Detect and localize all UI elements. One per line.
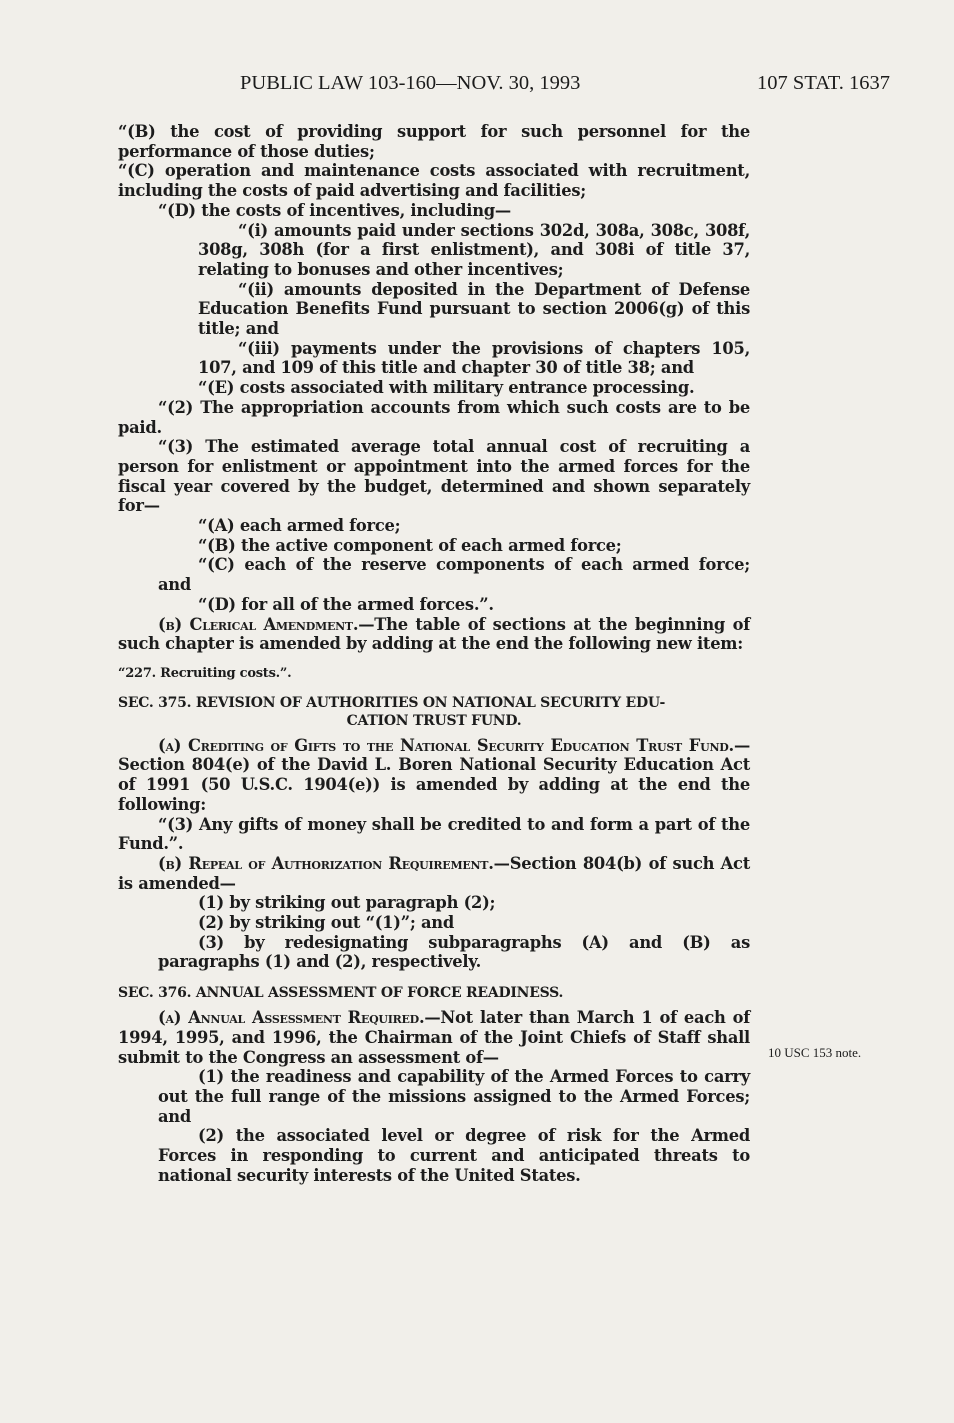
paragraph: (3) by redesignating subparagraphs (A) and (B) as paragraphs (1) and (2), respectively. <box>158 932 750 972</box>
paragraph: “(3) Any gifts of money shall be credited to and form a part of the Fund.”. <box>118 814 750 854</box>
subsection-heading: (a) Crediting of Gifts to the National Security Education Trust Fund. <box>158 735 734 755</box>
paragraph: “(i) amounts paid under sections 302d, 308a, 308c, 308f, 308g, 308h (for a first enlistment), and 308i of title 37, relating to bonuses and other incentives; <box>198 220 750 279</box>
paragraph-text: —The table of sections at the beginning of such chapter is amended by adding at the end the following new item: <box>118 614 750 654</box>
subsection-heading: (b) Clerical Amendment. <box>158 614 359 634</box>
header-law-citation: PUBLIC LAW 103-160—NOV. 30, 1993 <box>240 72 581 94</box>
subsection-heading: (b) Repeal of Authorization Requirement. <box>158 853 494 873</box>
paragraph: “(C) operation and maintenance costs associated with recruitment, including the costs of paid advertising and facilities; <box>118 161 750 201</box>
paragraph: “(D) the costs of incentives, including— <box>158 200 511 220</box>
paragraph <box>118 854 750 893</box>
paragraph: (2) the associated level or degree of risk for the Armed Forces in responding to current and anticipated threats to national security interests of the United States. <box>158 1126 750 1185</box>
section-heading-line: CATION TRUST FUND. <box>346 712 522 729</box>
subsection-heading: (a) Annual Assessment Required. <box>158 1008 425 1028</box>
paragraph: “(C) each of the reserve components of each armed force; and <box>158 555 750 595</box>
paragraph-text: —Section 804(b) of such Act is amended— <box>118 853 750 893</box>
header-stat-page: 107 STAT. 1637 <box>757 72 890 94</box>
paragraph <box>118 736 750 815</box>
section-heading-line: SEC. 375. REVISION OF AUTHORITIES ON NATIONAL SECURITY EDU- <box>118 694 666 711</box>
paragraph: (1) by striking out paragraph (2); <box>198 893 496 913</box>
paragraph: “(ii) amounts deposited in the Department of Defense Education Benefits Fund pursuant to section 2006(g) of this title; and <box>198 279 750 339</box>
paragraph: “(B) the active component of each armed force; <box>198 535 622 555</box>
margin-note: 10 USC 153 note. <box>768 1045 862 1060</box>
paragraph: (1) the readiness and capability of the Armed Forces to carry out the full range of the missions assigned to the Armed Forces; and <box>158 1067 750 1126</box>
page-header <box>240 72 890 100</box>
paragraph: “(2) The appropriation accounts from which such costs are to be paid. <box>118 397 750 437</box>
paragraph: (2) by striking out “(1)”; and <box>198 913 455 933</box>
paragraph: “(iii) payments under the provisions of chapters 105, 107, and 109 of this title and chapter 30 of title 38; and <box>198 338 750 378</box>
paragraph <box>118 615 750 654</box>
table-item: “227. Recruiting costs.”. <box>118 665 292 681</box>
section-heading-375 <box>118 694 750 730</box>
paragraph-text: —Section 804(e) of the David L. Boren National Security Education Act of 1991 (50 U.S.C. 1904(e)) is amended by adding at the end the following: <box>118 735 750 814</box>
body-text <box>118 122 750 1185</box>
paragraph-text: —Not later than March 1 of each of 1994, 1995, and 1996, the Chairman of the Joint Chiefs of Staff shall submit to the Congress an assessment of— <box>118 1008 750 1067</box>
paragraph: “(E) costs associated with military entrance processing. <box>198 378 695 398</box>
paragraph <box>118 1008 750 1067</box>
paragraph: “(A) each armed force; <box>198 516 401 536</box>
paragraph: “(B) the cost of providing support for such personnel for the performance of those duties; <box>118 122 750 161</box>
section-heading-376: SEC. 376. ANNUAL ASSESSMENT OF FORCE READINESS. <box>118 985 564 1002</box>
paragraph: “(3) The estimated average total annual cost of recruiting a person for enlistment or appointment into the armed forces for the fiscal year covered by the budget, determined and shown separately for— <box>118 437 750 516</box>
paragraph: “(D) for all of the armed forces.”. <box>198 594 494 614</box>
